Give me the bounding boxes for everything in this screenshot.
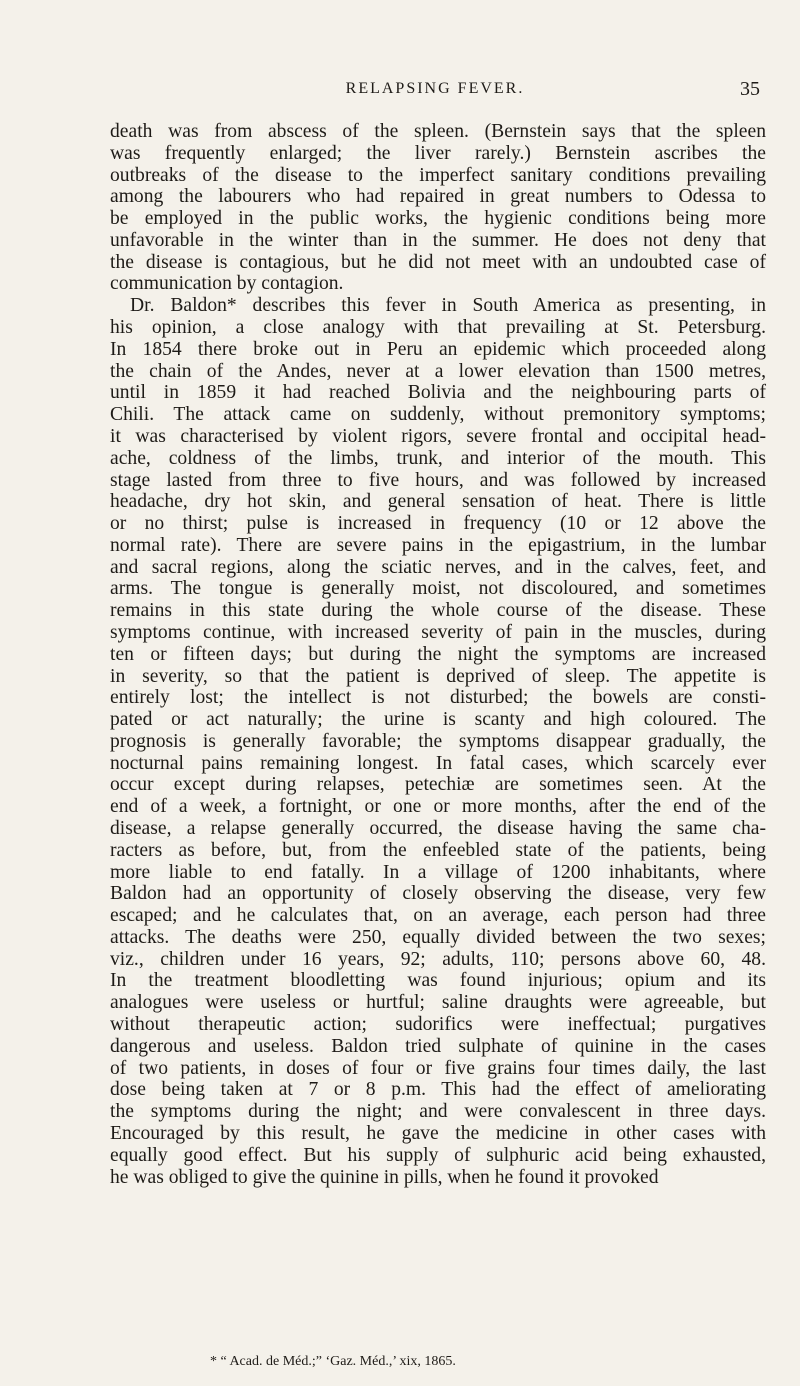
- text-line: attacks. The deaths were 250, equally divided between the two sexes;: [110, 926, 766, 948]
- text-line: more liable to end fatally. In a village of 1200 inhabitants, where: [110, 861, 766, 883]
- text-line: Dr. Baldon* describes this fever in South America as presenting, in: [130, 295, 766, 317]
- text-line: entirely lost; the intellect is not disturbed; the bowels are consti-: [110, 687, 766, 709]
- text-line: dose being taken at 7 or 8 p.m. This had the effect of ameliorating: [110, 1079, 766, 1101]
- text-line: be employed in the public works, the hygienic conditions being more: [110, 208, 766, 230]
- text-line: end of a week, a fortnight, or one or more months, after the end of the: [110, 796, 766, 818]
- text-line: among the labourers who had repaired in great numbers to Odessa to: [110, 186, 766, 208]
- text-line: ten or fifteen days; but during the night the symptoms are increased: [110, 643, 766, 665]
- text-line: or no thirst; pulse is increased in frequency (10 or 12 above the: [110, 513, 766, 535]
- text-line: racters as before, but, from the enfeebled state of the patients, being: [110, 839, 766, 861]
- text-line: remains in this state during the whole course of the disease. These: [110, 600, 766, 622]
- paragraph-spleen-contagion: [110, 121, 766, 295]
- paragraph-baldon-south-america: [110, 295, 766, 1188]
- text-line: was frequently enlarged; the liver rarely.) Bernstein ascribes the: [110, 142, 766, 164]
- footnote: * “ Acad. de Méd.;” ‘Gaz. Méd.,’ xix, 1865.: [210, 1354, 456, 1369]
- text-line: until in 1859 it had reached Bolivia and the neighbouring parts of: [110, 382, 766, 404]
- text-line: dangerous and useless. Baldon tried sulphate of quinine in the cases: [110, 1035, 766, 1057]
- running-head: [110, 80, 760, 110]
- text-line: stage lasted from three to five hours, and was followed by increased: [110, 469, 766, 491]
- text-line: Encouraged by this result, he gave the medicine in other cases with: [110, 1122, 766, 1144]
- running-title: RELAPSING FEVER.: [345, 80, 525, 97]
- text-line: death was from abscess of the spleen. (Bernstein says that the spleen: [110, 121, 766, 142]
- text-line: in severity, so that the patient is deprived of sleep. The appetite is: [110, 665, 766, 687]
- text-line: the symptoms during the night; and were convalescent in three days.: [110, 1101, 766, 1123]
- text-line: escaped; and he calculates that, on an average, each person had three: [110, 905, 766, 927]
- text-line: of two patients, in doses of four or five grains four times daily, the last: [110, 1057, 766, 1079]
- text-line: outbreaks of the disease to the imperfect sanitary conditions prevailing: [110, 164, 766, 186]
- text-line: ache, coldness of the limbs, trunk, and interior of the mouth. This: [110, 447, 766, 469]
- text-line: the chain of the Andes, never at a lower elevation than 1500 metres,: [110, 360, 766, 382]
- text-line: viz., children under 16 years, 92; adults, 110; persons above 60, 48.: [110, 948, 766, 970]
- text-line: the disease is contagious, but he did not meet with an undoubted case of: [110, 251, 766, 273]
- text-line: analogues were useless or hurtful; saline draughts were agreeable, but: [110, 992, 766, 1014]
- text-line: In 1854 there broke out in Peru an epidemic which proceeded along: [110, 338, 766, 360]
- text-line: without therapeutic action; sudorifics were ineffectual; purgatives: [110, 1014, 766, 1036]
- text-line: equally good effect. But his supply of sulphuric acid being exhausted,: [110, 1144, 766, 1166]
- text-line: unfavorable in the winter than in the summer. He does not deny that: [110, 229, 766, 251]
- text-line: headache, dry hot skin, and general sensation of heat. There is little: [110, 491, 766, 513]
- text-line: normal rate). There are severe pains in the epigastrium, in the lumbar: [110, 534, 766, 556]
- text-line: pated or act naturally; the urine is scanty and high coloured. The: [110, 709, 766, 731]
- page-number: 35: [740, 78, 760, 100]
- text-line: symptoms continue, with increased severity of pain in the muscles, during: [110, 621, 766, 643]
- text-line: Baldon had an opportunity of closely observing the disease, very few: [110, 883, 766, 905]
- text-line: his opinion, a close analogy with that prevailing at St. Petersburg.: [110, 317, 766, 339]
- text-line: occur except during relapses, petechiæ are sometimes seen. At the: [110, 774, 766, 796]
- text-line: nocturnal pains remaining longest. In fatal cases, which scarcely ever: [110, 752, 766, 774]
- text-line: prognosis is generally favorable; the symptoms disappear gradually, the: [110, 730, 766, 752]
- text-line: and sacral regions, along the sciatic nerves, and in the calves, feet, and: [110, 556, 766, 578]
- text-line: Chili. The attack came on suddenly, without premonitory symptoms;: [110, 404, 766, 426]
- text-line: disease, a relapse generally occurred, the disease having the same cha-: [110, 818, 766, 839]
- text-line: In the treatment bloodletting was found injurious; opium and its: [110, 970, 766, 992]
- text-line: it was characterised by violent rigors, severe frontal and occipital head-: [110, 425, 766, 447]
- body-text: [110, 121, 766, 1188]
- text-line: he was obliged to give the quinine in pills, when he found it provoked: [110, 1166, 659, 1188]
- text-line: communication by contagion.: [110, 273, 344, 295]
- text-line: arms. The tongue is generally moist, not discoloured, and sometimes: [110, 578, 766, 600]
